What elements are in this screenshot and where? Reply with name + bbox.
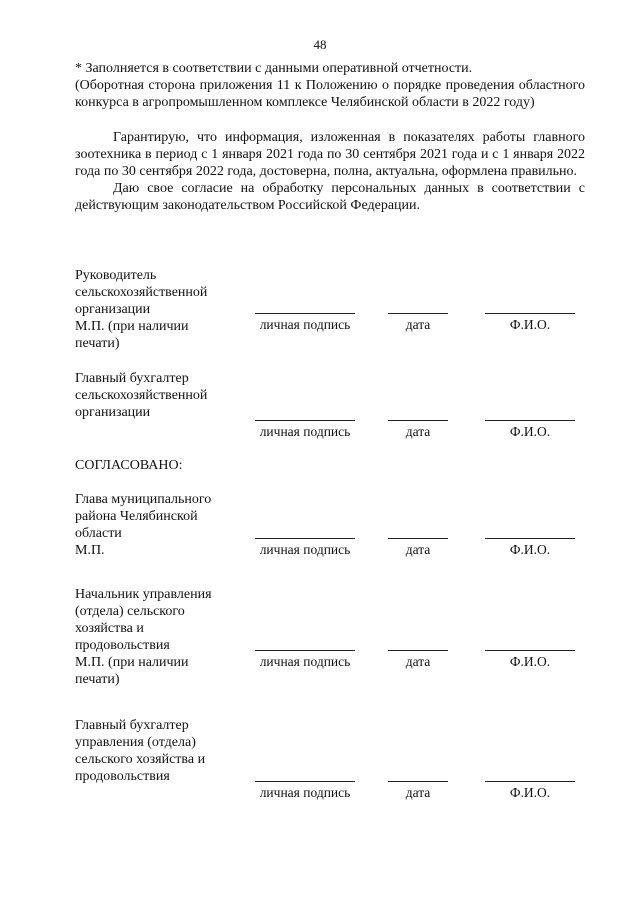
signature-block-department-accountant [75,717,595,807]
fio-field[interactable]: Ф.И.О. [485,781,575,801]
signature-block-district-head [75,491,595,581]
signature-field[interactable]: личная подпись [250,538,360,558]
intro-text [75,60,585,214]
date-field[interactable]: дата [388,313,448,333]
date-field[interactable]: дата [388,538,448,558]
guarantee-paragraph: Гарантирую, что информация, изложенная в показателях работы главного зоотехника в период с 1 января 2021 года по 30 сентября 2021 года и с 1 января 2022 года по 30 сентября 2022 года, достоверна, полна, актуальна, оформлена правильно. [75,130,585,179]
consent-paragraph: Даю свое согласие на обработку персональных данных в соответствии с действующим законодательством Российской Федерации. [75,181,585,213]
signature-field[interactable]: личная подпись [250,420,360,440]
back-side-note: (Оборотная сторона приложения 11 к Положению о порядке проведения областного конкурса в агропромышленном комплексе Челябинской области в 2022 году) [75,78,585,110]
fio-field[interactable]: Ф.И.О. [485,313,575,333]
signature-field[interactable]: личная подпись [250,650,360,670]
signature-field[interactable]: личная подпись [250,781,360,801]
fio-field[interactable]: Ф.И.О. [485,650,575,670]
role-label: Главный бухгалтер управления (отдела) сельского хозяйства и продовольствия [75,718,206,784]
date-field[interactable]: дата [388,420,448,440]
signature-block-agriculture-head [75,586,595,687]
fio-field[interactable]: Ф.И.О. [485,538,575,558]
footnote: * Заполняется в соответствии с данными оперативной отчетности. [75,61,473,76]
role-label: Глава муниципального района Челябинской области М.П. [75,492,212,558]
role-label: Начальник управления (отдела) сельского хозяйства и продовольствия М.П. (при наличии печати) [75,587,212,687]
date-field[interactable]: дата [388,781,448,801]
signature-field[interactable]: личная подпись [250,313,360,333]
page-number: 48 [313,37,327,52]
fio-field[interactable]: Ф.И.О. [485,420,575,440]
signature-block-head [75,267,595,357]
role-label: Главный бухгалтер сельскохозяйственной организации [75,371,208,420]
role-label: Руководитель сельскохозяйственной организации М.П. (при наличии печати) [75,268,208,351]
signature-block-chief-accountant [75,370,595,460]
agreed-label: СОГЛАСОВАНО: [75,458,183,473]
date-field[interactable]: дата [388,650,448,670]
